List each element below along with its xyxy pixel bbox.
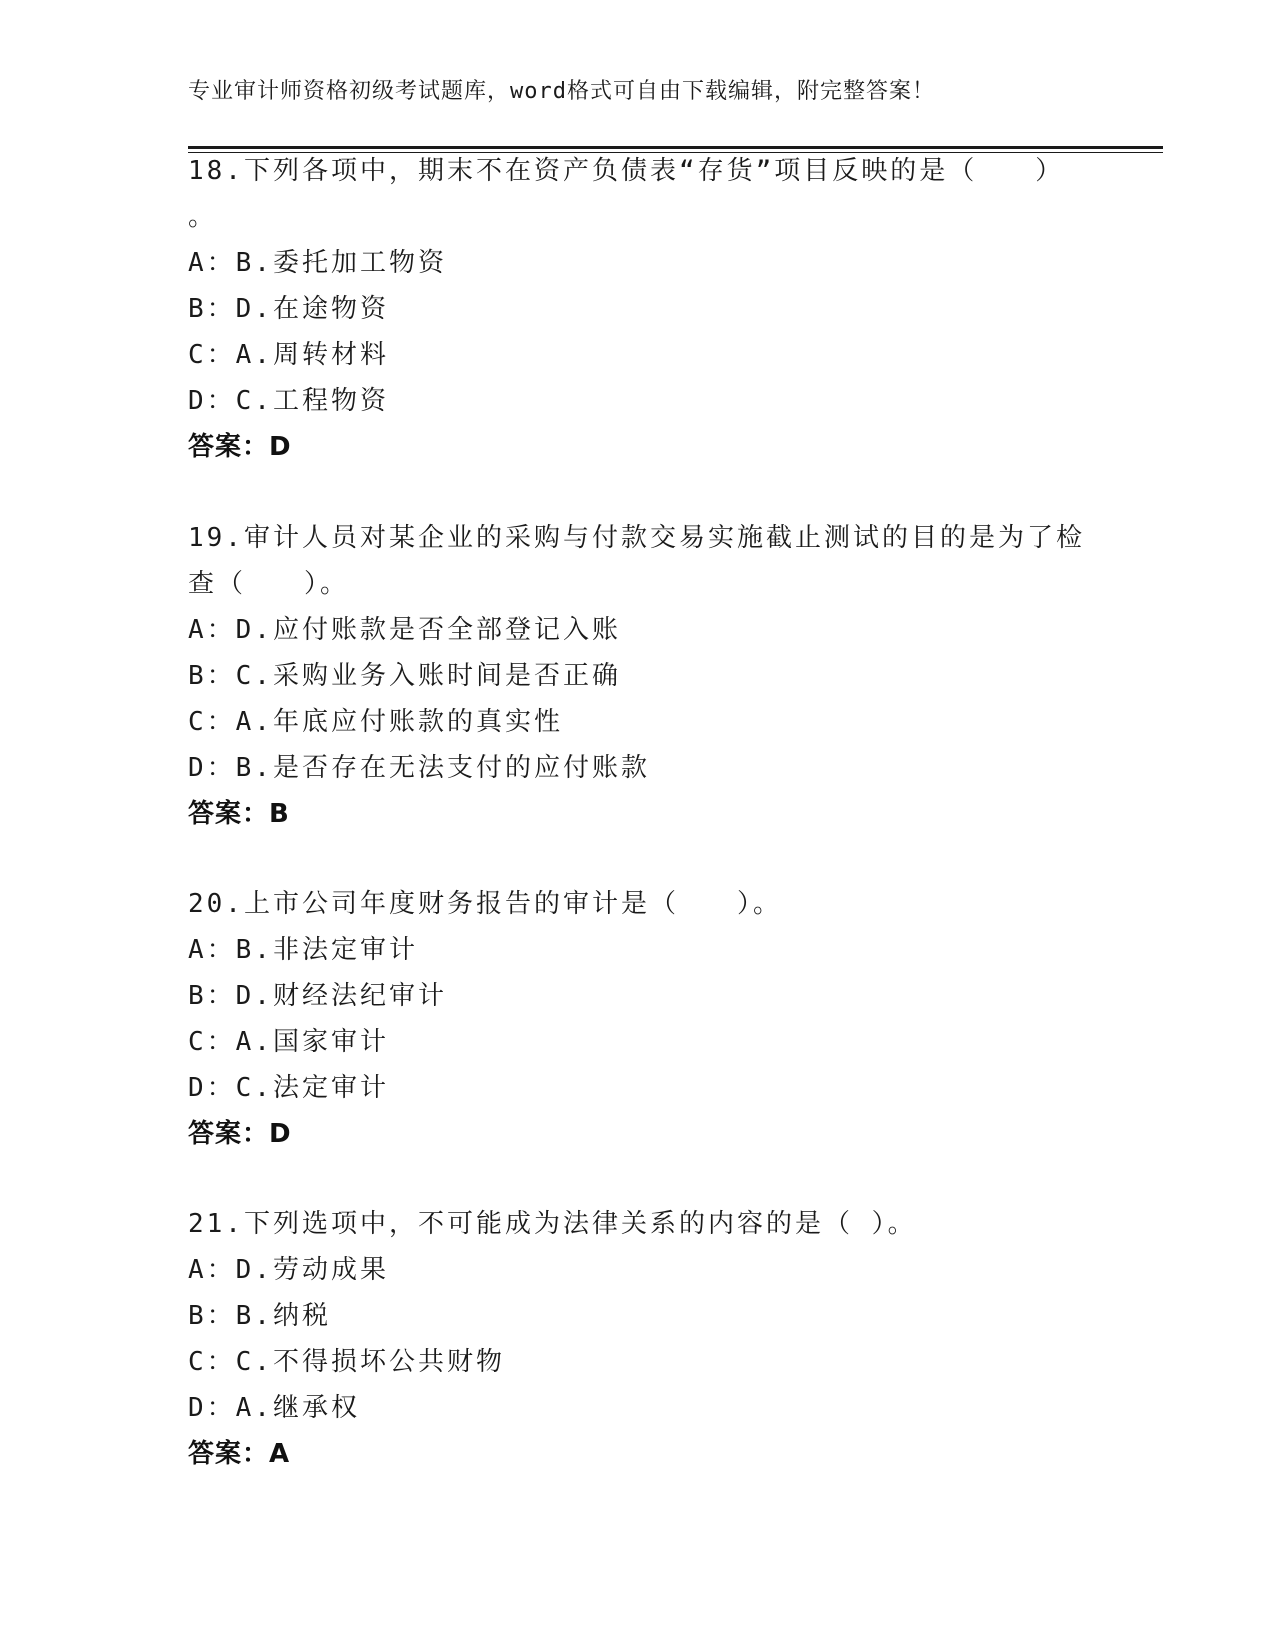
question-stem-line: 查（ ）。 (188, 569, 350, 599)
option-b: B：D.财经法纪审计 (188, 981, 447, 1011)
option-a: A：B.委托加工物资 (188, 248, 447, 278)
question-stem-line: 19.审计人员对某企业的采购与付款交易实施截止测试的目的是为了检 (188, 523, 1085, 553)
option-d: D：C.工程物资 (188, 386, 389, 416)
question-stem-line: 21.下列选项中，不可能成为法律关系的内容的是（ ）。 (188, 1209, 917, 1239)
answer: 答案：A (188, 1439, 291, 1469)
question-stem (188, 1201, 1108, 1247)
question-21 (188, 1201, 1108, 1477)
option-a: A：D.劳动成果 (188, 1255, 389, 1285)
question-18 (188, 148, 1108, 470)
option-c: C：C.不得损坏公共财物 (188, 1347, 505, 1377)
answer: 答案：B (188, 799, 290, 829)
option-b: B：C.采购业务入账时间是否正确 (188, 661, 621, 691)
option-c: C：A.国家审计 (188, 1027, 389, 1057)
option-a: A：B.非法定审计 (188, 935, 418, 965)
question-stem (188, 881, 1108, 927)
question-stem (188, 148, 1108, 240)
option-c: C：A.周转材料 (188, 340, 389, 370)
option-d: D：A.继承权 (188, 1393, 360, 1423)
question-stem (188, 515, 1108, 607)
question-stem-line: 20.上市公司年度财务报告的审计是（ ）。 (188, 889, 782, 919)
option-d: D：B.是否存在无法支付的应付账款 (188, 753, 650, 783)
option-b: B：D.在途物资 (188, 294, 389, 324)
question-stem-line: 。 (188, 202, 218, 232)
question-stem-line: 18.下列各项中，期末不在资产负债表“存货”项目反映的是（ ） (188, 156, 1065, 186)
question-19 (188, 515, 1108, 837)
answer: 答案：D (188, 1119, 292, 1149)
option-c: C：A.年底应付账款的真实性 (188, 707, 563, 737)
answer: 答案：D (188, 432, 292, 462)
option-b: B：B.纳税 (188, 1301, 331, 1331)
question-20 (188, 881, 1108, 1157)
option-d: D：C.法定审计 (188, 1073, 389, 1103)
page-header: 专业审计师资格初级考试题库，word格式可自由下载编辑，附完整答案！ (188, 79, 935, 104)
option-a: A：D.应付账款是否全部登记入账 (188, 615, 621, 645)
